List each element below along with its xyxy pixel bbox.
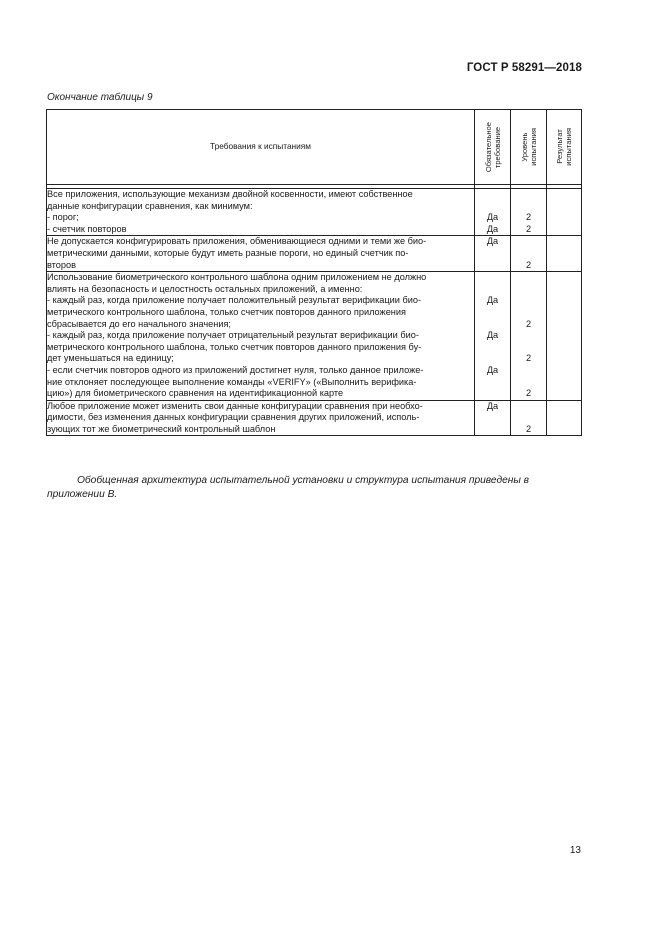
table-header-row bbox=[47, 110, 582, 185]
level-cell: 2 2 bbox=[511, 189, 547, 236]
table-row bbox=[47, 189, 582, 236]
table-row bbox=[47, 236, 582, 272]
mandatory-cell: Да Да Да bbox=[475, 272, 511, 401]
page-number: 13 bbox=[569, 845, 581, 856]
result-cell bbox=[547, 272, 582, 401]
result-cell bbox=[547, 236, 582, 272]
header-mandatory: Обязательное требование bbox=[475, 110, 511, 185]
standard-number: ГОСТ Р 58291—2018 bbox=[466, 62, 582, 74]
table-row bbox=[47, 272, 582, 401]
header-result: Результат испытания bbox=[547, 110, 582, 185]
requirement-text: Использование биометрического контрольного шаблона одним приложением не должно влиять на безопасность и целостность остальных приложений, а именно: - каждый раз, когда приложение получает положительный результат верификации био- метрического контрольного шаблона, только счетчик повторов данного приложения сбрасывается до его начального значения; - каждый раз, когда приложение получает отрицательный результат верификации био- метрического контрольного шаблона, только счетчик повторов данного приложения бу- дет уменьшаться на единицу; - если счетчик повторов одного из приложений достигнет нуля, только данное приложе- ние отклоняет последующее выполнение команды «VERIFY» («Выполнить верифика- цию») для биометрического сравнения на идентификационной карте bbox=[47, 272, 475, 401]
mandatory-cell: Да bbox=[475, 400, 511, 436]
requirement-text: Все приложения, использующие механизм двойной косвенности, имеют собственное данные конфигурации сравнения, как минимум: - порог; - счетчик повторов bbox=[47, 189, 475, 236]
body-paragraph bbox=[47, 474, 582, 502]
mandatory-cell: Да Да bbox=[475, 189, 511, 236]
table-caption: Окончание таблицы 9 bbox=[47, 92, 153, 103]
mandatory-cell: Да bbox=[475, 236, 511, 272]
table-row bbox=[47, 400, 582, 436]
requirements-table bbox=[46, 109, 582, 436]
level-cell: 2 2 2 bbox=[511, 272, 547, 401]
result-cell bbox=[547, 189, 582, 236]
header-level: Уровень испытания bbox=[511, 110, 547, 185]
paragraph-line-1: Обобщенная архитектура испытательной установки и структура испытания приведены в bbox=[77, 475, 529, 486]
paragraph-line-2: приложении В. bbox=[47, 489, 118, 500]
requirement-text: Не допускается конфигурировать приложения, обменивающиеся одними и теми же био- метрическими данными, которые будут иметь разные пороги, но единый счетчик по- второв bbox=[47, 236, 475, 272]
result-cell bbox=[547, 400, 582, 436]
level-cell: 2 bbox=[511, 236, 547, 272]
requirement-text: Любое приложение может изменить свои данные конфигурации сравнения при необхо- димости, без изменения данных конфигурации сравнения других приложений, исполь- зующих тот же биометрический контрольный шаблон bbox=[47, 400, 475, 436]
level-cell: 2 bbox=[511, 400, 547, 436]
header-requirements: Требования к испытаниям bbox=[47, 110, 475, 185]
